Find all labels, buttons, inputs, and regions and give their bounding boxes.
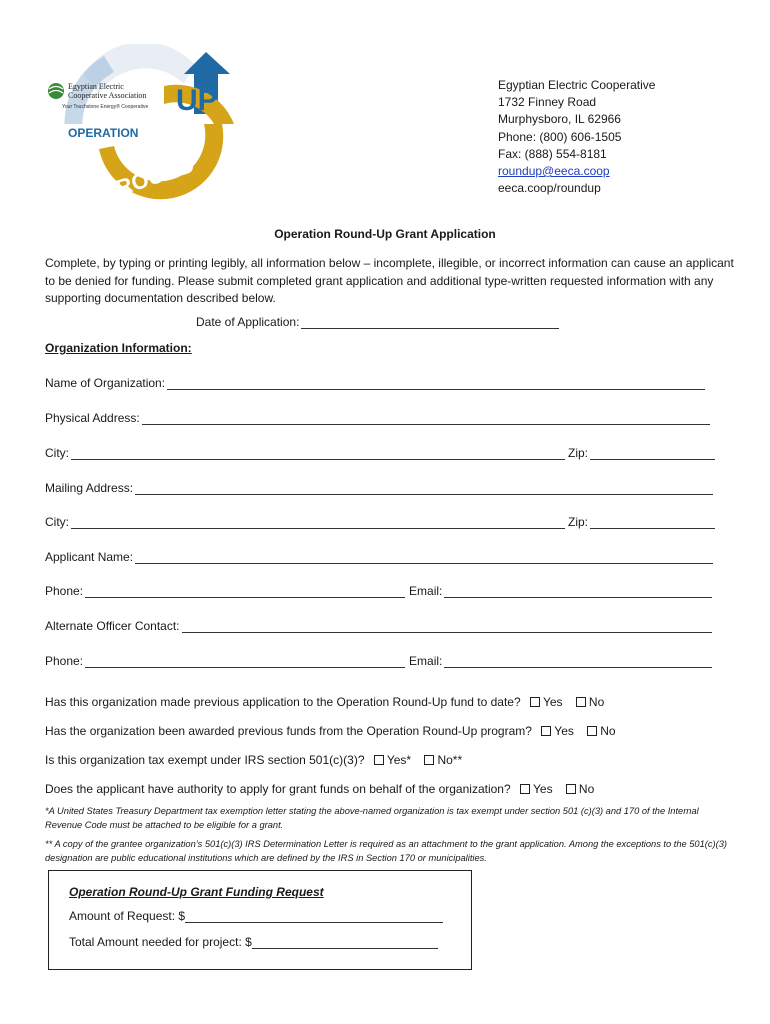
determination-letter-note: ** A copy of the grantee organization’s 501(c)(3) IRS Determination Letter is required as an attachment to the grant application. Among the exceptions to the 501(c)(3) designation are public educational institutions which are defined by the IRS in Section 170 or municipalities. [45, 839, 727, 863]
amount-of-request-label: Amount of Request: $ [69, 909, 186, 923]
physical-address-input[interactable] [142, 413, 710, 425]
q3-no-label: No** [437, 753, 463, 767]
question-1-text: Has this organization made previous application to the Operation Round-Up fund to date? [45, 695, 521, 709]
question-3-text: Is this organization tax exempt under IRS section 501(c)(3)? [45, 753, 365, 767]
org-name-field [45, 376, 705, 390]
city-label-1: City: [45, 446, 69, 460]
funding-request-title: Operation Round-Up Grant Funding Request [69, 885, 324, 899]
q1-yes-label: Yes [542, 695, 563, 709]
phone-email-row-1 [45, 584, 712, 598]
question-tax-exempt [45, 753, 462, 767]
q2-yes-checkbox[interactable] [541, 726, 551, 736]
applicant-name-label: Applicant Name: [45, 550, 134, 564]
coop-fax: Fax: (888) 554-8181 [498, 146, 607, 161]
logo-operation-text: OPERATION [68, 126, 139, 140]
org-name-input[interactable] [167, 378, 705, 390]
org-name-line2: Cooperative Association [68, 91, 147, 100]
intro-text: Complete, by typing or printing legibly, all information below – incomplete, illegible, or incorrect information can cause an applicant to be denied for funding. Please submit completed grant application and additional type-written requested information with any supporting documentation described below. [45, 256, 734, 305]
question-2-text: Has the organization been awarded previous funds from the Operation Round-Up program? [45, 724, 532, 738]
total-amount-input[interactable] [252, 937, 438, 949]
city-zip-row-2 [45, 515, 715, 529]
city-input-1[interactable] [71, 448, 565, 460]
city-label-2: City: [45, 515, 69, 529]
alternate-officer-input[interactable] [182, 621, 712, 633]
physical-address-label: Physical Address: [45, 411, 140, 425]
funding-request-box [48, 870, 472, 970]
mailing-address-input[interactable] [135, 483, 713, 495]
question-authority [45, 782, 594, 796]
email-input-2[interactable] [444, 656, 712, 668]
q4-yes-label: Yes [533, 782, 553, 796]
mailing-address-label: Mailing Address: [45, 481, 134, 495]
alternate-officer-field [45, 619, 712, 633]
zip-label-1: Zip: [568, 446, 589, 460]
coop-city: Murphysboro, IL 62966 [498, 112, 621, 127]
q1-no-label: No [588, 695, 605, 709]
logo-round-text: ROUND [112, 151, 198, 201]
q3-yes-checkbox[interactable] [374, 755, 384, 765]
q2-no-label: No [600, 724, 616, 738]
q2-no-checkbox[interactable] [587, 726, 597, 736]
coop-phone: Phone: (800) 606-1505 [498, 129, 622, 144]
zip-input-2[interactable] [590, 517, 715, 529]
form-title: Operation Round-Up Grant Application [274, 227, 496, 241]
phone-input-2[interactable] [85, 656, 405, 668]
q4-yes-checkbox[interactable] [520, 784, 530, 794]
applicant-name-field [45, 550, 713, 564]
coop-street: 1732 Finney Road [498, 95, 597, 110]
tax-exemption-note: *A United States Treasury Department tax exemption letter stating the above-named organization is tax exempt under section 501 (c)(3) and 170 of the Internal Revenue Code must be attached to be eligible for a grant. [45, 806, 699, 830]
phone-input-1[interactable] [85, 586, 405, 598]
amount-of-request-field [69, 909, 443, 923]
question-previous-funds [45, 724, 616, 738]
coop-email-link[interactable]: roundup@eeca.coop [498, 164, 610, 179]
phone-label-2: Phone: [45, 654, 84, 668]
zip-label-2: Zip: [568, 515, 589, 529]
zip-input-1[interactable] [590, 448, 715, 460]
operation-round-up-logo [44, 44, 240, 204]
q4-no-checkbox[interactable] [566, 784, 576, 794]
question-4-text: Does the applicant have authority to apply for grant funds on behalf of the organization? [45, 782, 511, 796]
amount-of-request-input[interactable] [185, 911, 443, 923]
phone-email-row-2 [45, 654, 712, 668]
date-of-application-input[interactable] [301, 317, 559, 329]
date-of-application-label: Date of Application: [196, 315, 300, 329]
city-zip-row-1 [45, 446, 715, 460]
physical-address-field [45, 411, 710, 425]
coop-website: eeca.coop/roundup [498, 181, 601, 196]
date-of-application-field [196, 315, 559, 329]
q1-no-checkbox[interactable] [576, 697, 586, 707]
mailing-address-field [45, 481, 713, 495]
logo-tagline: Your Touchstone Energy® Cooperative [62, 104, 149, 110]
email-input-1[interactable] [444, 586, 712, 598]
org-name-label: Name of Organization: [45, 376, 166, 390]
total-amount-field [69, 935, 438, 949]
alternate-officer-label: Alternate Officer Contact: [45, 619, 180, 633]
city-input-2[interactable] [71, 517, 565, 529]
email-label-1: Email: [409, 584, 443, 598]
q3-no-checkbox[interactable] [424, 755, 434, 765]
q1-yes-checkbox[interactable] [530, 697, 540, 707]
total-amount-label: Total Amount needed for project: $ [69, 935, 252, 949]
phone-label-1: Phone: [45, 584, 84, 598]
logo-up-text: UP [176, 84, 218, 117]
q2-yes-label: Yes [554, 724, 574, 738]
q4-no-label: No [578, 782, 595, 796]
organization-info-heading: Organization Information: [45, 341, 192, 355]
email-label-2: Email: [409, 654, 443, 668]
applicant-name-input[interactable] [135, 552, 713, 564]
question-previous-application [45, 695, 604, 709]
coop-name: Egyptian Electric Cooperative [498, 78, 656, 92]
address-block [498, 77, 655, 197]
q3-yes-label: Yes* [386, 753, 412, 767]
org-name-line1: Egyptian Electric [68, 82, 124, 91]
